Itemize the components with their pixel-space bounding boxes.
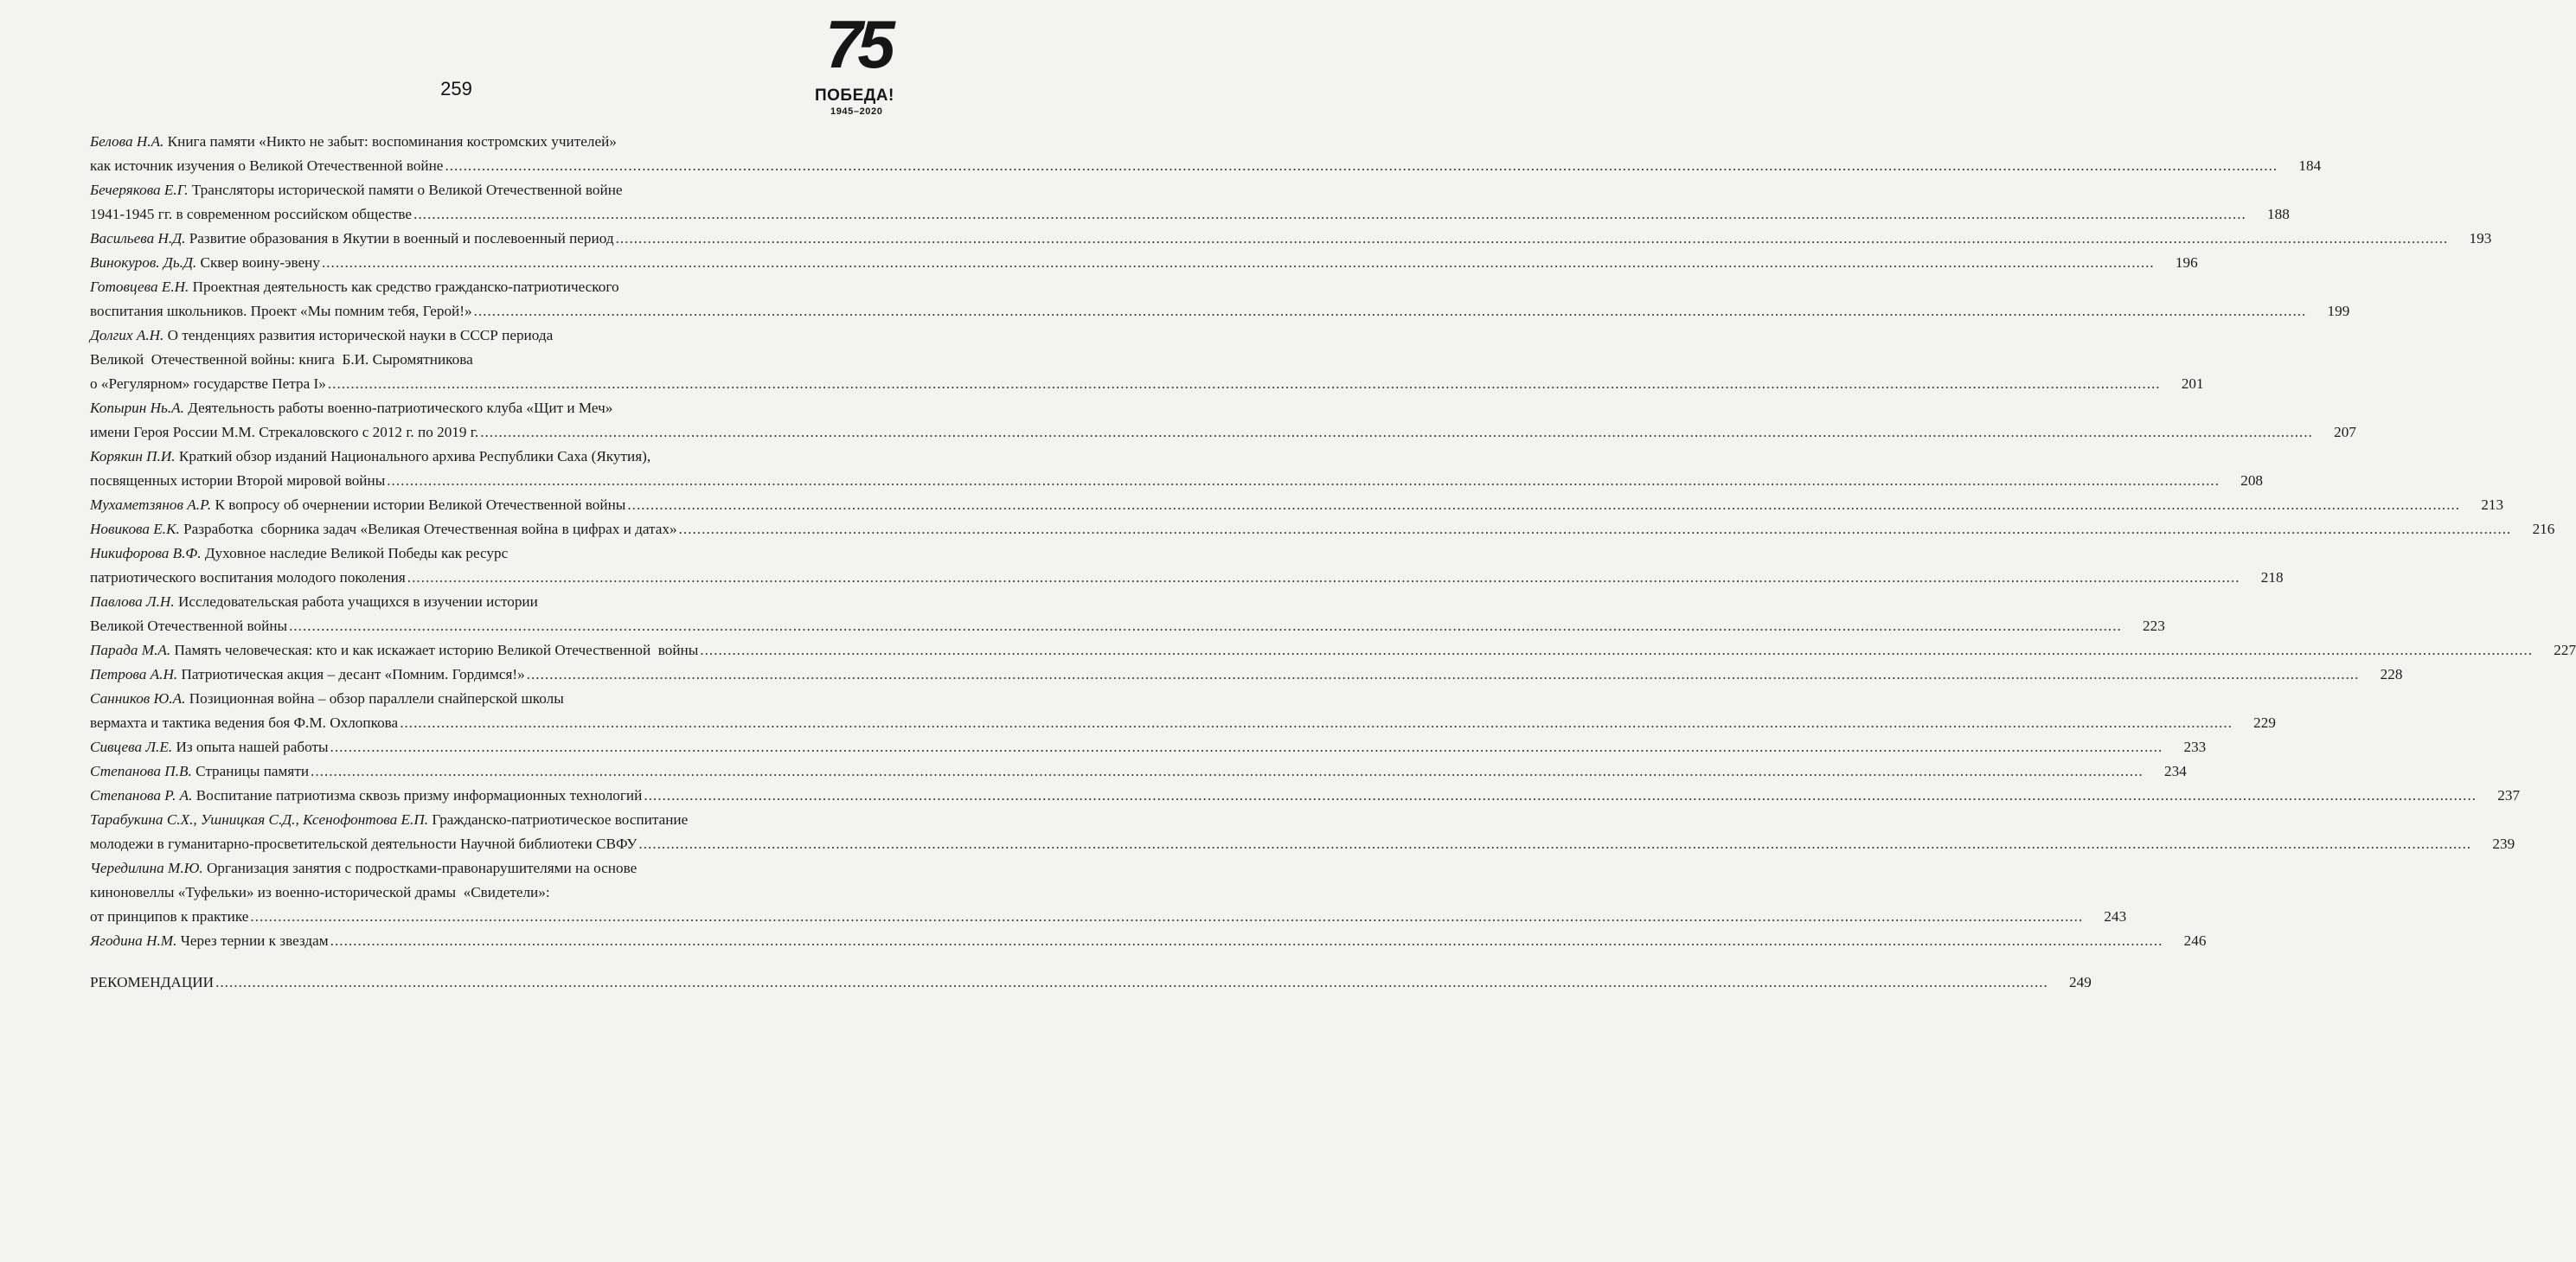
toc-dot-leader: ................................................................................................................................................................................................................................................................................................................................................................................................................ (480, 424, 2313, 440)
toc-dot-leader: ................................................................................................................................................................................................................................................................................................................................................................................................................ (311, 763, 2143, 779)
toc-dot-leader: ................................................................................................................................................................................................................................................................................................................................................................................................................ (445, 157, 2278, 174)
toc-page-number: 239 (2492, 836, 2515, 852)
toc-entry-author: Петрова А.Н. (90, 666, 178, 682)
toc-entry-text (90, 860, 637, 876)
toc-entry-title: Организация занятия с подростками-правонарушителями на основе (202, 860, 638, 876)
toc-entry-line (90, 759, 2187, 784)
toc-entry-line (90, 493, 2504, 517)
toc-entry-author: Корякин П.И. (90, 448, 176, 464)
toc-page-number: 188 (2267, 206, 2290, 222)
toc-entry-line (90, 420, 2356, 445)
toc-entry-line (90, 299, 2350, 324)
toc-entry-line (90, 881, 874, 905)
toc-entry-line (90, 227, 2492, 251)
toc-entry-title: Деятельность работы военно-патриотического клуба «Щит и Меч» (183, 400, 613, 416)
toc-entry-title: Исследовательская работа учащихся в изучении истории (174, 593, 538, 610)
toc-entry-author: Винокуров. Дь.Д. (90, 254, 197, 271)
logo-years: 1945–2020 (830, 106, 883, 117)
toc-entry-title: от принципов к практике (90, 908, 249, 925)
toc-entry-title: Разработка сборника задач «Великая Отечественная война в цифрах и датах» (179, 521, 677, 537)
toc-page-number: 201 (2181, 375, 2204, 392)
toc-dot-leader: ................................................................................................................................................................................................................................................................................................................................................................................................................ (330, 739, 2163, 755)
toc-entry-author: Долгих А.Н. (90, 327, 164, 343)
toc-entry-line (90, 971, 2092, 995)
toc-entry-title: Через тернии к звездам (176, 932, 329, 949)
toc-page-number: 208 (2240, 472, 2263, 489)
toc-entry-text (90, 469, 385, 493)
toc-entry-line (90, 711, 2276, 735)
toc-entry-title: вермахта и тактика ведения боя Ф.М. Охлопкова (90, 714, 399, 731)
toc-entry-author: Сивцева Л.Е. (90, 739, 173, 755)
toc-entry-line (90, 808, 874, 832)
toc-entry-text (90, 154, 443, 178)
toc-dot-leader: ................................................................................................................................................................................................................................................................................................................................................................................................................ (327, 375, 2161, 392)
toc-entry-line (90, 178, 874, 202)
toc-entry-line (90, 929, 2207, 953)
toc-page-number: 243 (2104, 908, 2127, 925)
toc-page-number: 227 (2554, 642, 2576, 658)
toc-entry-author: Санников Ю.А. (90, 690, 186, 707)
toc-dot-leader: ................................................................................................................................................................................................................................................................................................................................................................................................................ (413, 206, 2246, 222)
toc-entry-title: о «Регулярном» государстве Петра I» (90, 375, 326, 392)
toc-entry-title: К вопросу об очернении истории Великой Отечественной войны (211, 496, 626, 513)
toc-entry-author: Парада М.А. (90, 642, 171, 658)
toc-entry-text (90, 299, 472, 324)
toc-entry-author: Павлова Л.Н. (90, 593, 175, 610)
toc-entry-line (90, 735, 2207, 759)
toc-page-number: 199 (2327, 303, 2350, 319)
toc-entry-text (90, 566, 406, 590)
toc-entry-line (90, 590, 874, 614)
toc-dot-leader: ................................................................................................................................................................................................................................................................................................................................................................................................................ (678, 521, 2512, 537)
toc-entry-line (90, 275, 874, 299)
toc-entry-text (90, 182, 623, 198)
toc-entry-text (90, 351, 473, 368)
toc-page-number: 249 (2069, 974, 2092, 990)
toc-page-number: 234 (2164, 763, 2187, 779)
toc-entry-line (90, 251, 2198, 275)
toc-entry-text (90, 971, 214, 995)
toc-entry-title: Краткий обзор изданий Национального архива Республики Саха (Якутия), (175, 448, 651, 464)
toc-dot-leader: ................................................................................................................................................................................................................................................................................................................................................................................................................ (400, 714, 2233, 731)
toc-dot-leader: ................................................................................................................................................................................................................................................................................................................................................................................................................ (615, 230, 2449, 247)
toc-entry-title: Развитие образования в Якутии в военный и послевоенный период (185, 230, 614, 247)
toc-entry-text (90, 372, 326, 396)
toc-entry-title: Гражданско-патриотическое воспитание (428, 811, 689, 828)
toc-entry-title: Трансляторы исторической памяти о Великой Отечественной войне (188, 182, 623, 198)
toc-entry-text (90, 929, 329, 953)
toc-entry-text (90, 832, 637, 856)
toc-entry-line (90, 541, 874, 566)
logo-number: 75 (825, 6, 890, 82)
toc-page-number: 218 (2260, 569, 2284, 586)
toc-entry-line (90, 832, 2515, 856)
toc-entry-title: Воспитание патриотизма сквозь призму информационных технологий (192, 787, 643, 804)
toc-entry-author: Белова Н.А. (90, 133, 164, 150)
toc-dot-leader: ................................................................................................................................................................................................................................................................................................................................................................................................................ (644, 787, 2477, 804)
toc-entry-title: О тенденциях развития исторической науки в СССР периода (163, 327, 554, 343)
toc-entry-title: Духовное наследие Великой Победы как ресурс (201, 545, 509, 561)
toc-dot-leader: ................................................................................................................................................................................................................................................................................................................................................................................................................ (289, 618, 2122, 634)
toc-entry-title: Книга памяти «Никто не забыт: воспоминания костромских учителей» (163, 133, 617, 150)
toc-entry-line (90, 784, 2521, 808)
toc-entry-line (90, 324, 874, 348)
toc-entry-line (90, 202, 2290, 227)
toc-page-number: 196 (2175, 254, 2198, 271)
toc-page-number: 228 (2380, 666, 2403, 682)
toc-entry-text (90, 400, 612, 416)
toc-entry-text (90, 884, 550, 900)
toc-page-number: 237 (2497, 787, 2521, 804)
toc-entry-title: Проектная деятельность как средство гражданско-патриотического (189, 279, 619, 295)
toc-entry-title: молодежи в гуманитарно-просветительской деятельности Научной библиотеки СВФУ (90, 836, 638, 852)
toc-entry-line (90, 638, 2576, 663)
toc-page-number: 184 (2298, 157, 2322, 174)
toc-entry-line (90, 905, 2127, 929)
toc-entry-author: Копырин Нь.А. (90, 400, 184, 416)
toc-entry-text (90, 735, 329, 759)
toc-dot-leader: ................................................................................................................................................................................................................................................................................................................................................................................................................ (526, 666, 2360, 682)
toc-entry-author: Чередилина М.Ю. (90, 860, 203, 876)
toc-entry-text (90, 690, 564, 707)
toc-entry-line (90, 396, 874, 420)
toc-page-number: 216 (2532, 521, 2555, 537)
toc-page-number: 213 (2481, 496, 2504, 513)
toc-entry-title: имени Героя России М.М. Стрекаловского с 2012 г. по 2019 г. (90, 424, 479, 440)
toc-entry-text (90, 593, 538, 610)
toc-entry-author: Новикова Е.К. (90, 521, 180, 537)
toc-entry-text (90, 227, 614, 251)
toc-entry-title: патриотического воспитания молодого поколения (90, 569, 406, 586)
toc-entry-line (90, 517, 2555, 541)
toc-entry-line (90, 663, 2403, 687)
toc-entry-text (90, 811, 688, 828)
toc-entry-text (90, 251, 320, 275)
toc-entry-text (90, 638, 698, 663)
toc-entry-author: Готовцева Е.Н. (90, 279, 189, 295)
toc-entry-title: 1941-1945 гг. в современном российском обществе (90, 206, 413, 222)
toc-entry-author: Мухаметзянов А.Р. (90, 496, 212, 513)
toc-entry-author: Никифорова В.Ф. (90, 545, 202, 561)
toc-entry-text (90, 279, 619, 295)
toc-entry-text (90, 759, 309, 784)
toc-page-number: 207 (2334, 424, 2356, 440)
toc-dot-leader: ................................................................................................................................................................................................................................................................................................................................................................................................................ (330, 932, 2163, 949)
toc-page-number: 223 (2143, 618, 2165, 634)
toc-entry-text (90, 784, 642, 808)
toc-entry-text (90, 663, 525, 687)
toc-entry-text (90, 711, 398, 735)
toc-dot-leader: ................................................................................................................................................................................................................................................................................................................................................................................................................ (473, 303, 2307, 319)
toc-dot-leader: ................................................................................................................................................................................................................................................................................................................................................................................................................ (215, 974, 2048, 990)
toc-dot-leader: ................................................................................................................................................................................................................................................................................................................................................................................................................ (700, 642, 2534, 658)
toc-entry-line (90, 372, 2204, 396)
toc-entry-title: РЕКОМЕНДАЦИИ (90, 974, 215, 990)
page-number: 259 (440, 78, 472, 99)
table-of-contents (90, 130, 2576, 995)
toc-entry-text (90, 493, 625, 517)
toc-entry-text (90, 420, 478, 445)
toc-page-number: 193 (2469, 230, 2492, 247)
toc-dot-leader: ................................................................................................................................................................................................................................................................................................................................................................................................................ (627, 496, 2461, 513)
toc-entry-title: Великой Отечественной войны (90, 618, 288, 634)
toc-entry-text (90, 517, 677, 541)
toc-entry-line (90, 614, 2165, 638)
logo-word: ПОБЕДА! (815, 86, 894, 105)
toc-entry-line (90, 154, 2322, 178)
toc-entry-line (90, 566, 2284, 590)
toc-entry-line (90, 687, 874, 711)
toc-dot-leader: ................................................................................................................................................................................................................................................................................................................................................................................................................ (638, 836, 2472, 852)
toc-page-number: 233 (2183, 739, 2207, 755)
toc-entry-title: киноновеллы «Туфельки» из военно-исторической драмы «Свидетели»: (90, 884, 550, 900)
toc-entry-author: Тарабукина С.Х., Ушницкая С.Д., Ксенофонтова Е.П. (90, 811, 429, 828)
victory-75-logo (811, 6, 907, 119)
toc-entry-title: посвященных истории Второй мировой войны (90, 472, 386, 489)
toc-entry-text (90, 202, 412, 227)
toc-entry-title: воспитания школьников. Проект «Мы помним тебя, Герой!» (90, 303, 472, 319)
toc-entry-title: Память человеческая: кто и как искажает историю Великой Отечественной войны (170, 642, 699, 658)
toc-entry-line (90, 130, 874, 154)
toc-entry-author: Ягодина Н.М. (90, 932, 177, 949)
toc-entry-line (90, 856, 874, 881)
toc-entry-title: Патриотическая акция – десант «Помним. Гордимся!» (177, 666, 525, 682)
toc-entry-text (90, 133, 617, 150)
toc-entry-title: Позиционная война – обзор параллели снайперской школы (185, 690, 564, 707)
toc-entry-author: Степанова Р. А. (90, 787, 193, 804)
toc-dot-leader: ................................................................................................................................................................................................................................................................................................................................................................................................................ (407, 569, 2240, 586)
toc-entry-title: Сквер воину-эвену (196, 254, 320, 271)
toc-page-number: 246 (2183, 932, 2207, 949)
toc-entry-text (90, 614, 287, 638)
toc-entry-line (90, 469, 2263, 493)
toc-dot-leader: ................................................................................................................................................................................................................................................................................................................................................................................................................ (321, 254, 2155, 271)
toc-entry-line (90, 445, 874, 469)
toc-dot-leader: ................................................................................................................................................................................................................................................................................................................................................................................................................ (387, 472, 2220, 489)
toc-entry-author: Бечерякова Е.Г. (90, 182, 189, 198)
toc-entry-title: Страницы памяти (191, 763, 310, 779)
toc-entry-text (90, 545, 508, 561)
toc-entry-text (90, 905, 248, 929)
toc-page-number: 229 (2253, 714, 2276, 731)
toc-entry-text (90, 448, 650, 464)
toc-entry-title: Из опыта нашей работы (172, 739, 329, 755)
toc-entry-author: Степанова П.В. (90, 763, 192, 779)
toc-entry-line (90, 348, 874, 372)
toc-entry-title: как источник изучения о Великой Отечественной войне (90, 157, 444, 174)
toc-entry-author: Васильева Н.Д. (90, 230, 186, 247)
toc-entry-title: Великой Отечественной войны: книга Б.И. Сыромятникова (90, 351, 473, 368)
toc-entry-text (90, 327, 553, 343)
toc-dot-leader: ................................................................................................................................................................................................................................................................................................................................................................................................................ (250, 908, 2084, 925)
